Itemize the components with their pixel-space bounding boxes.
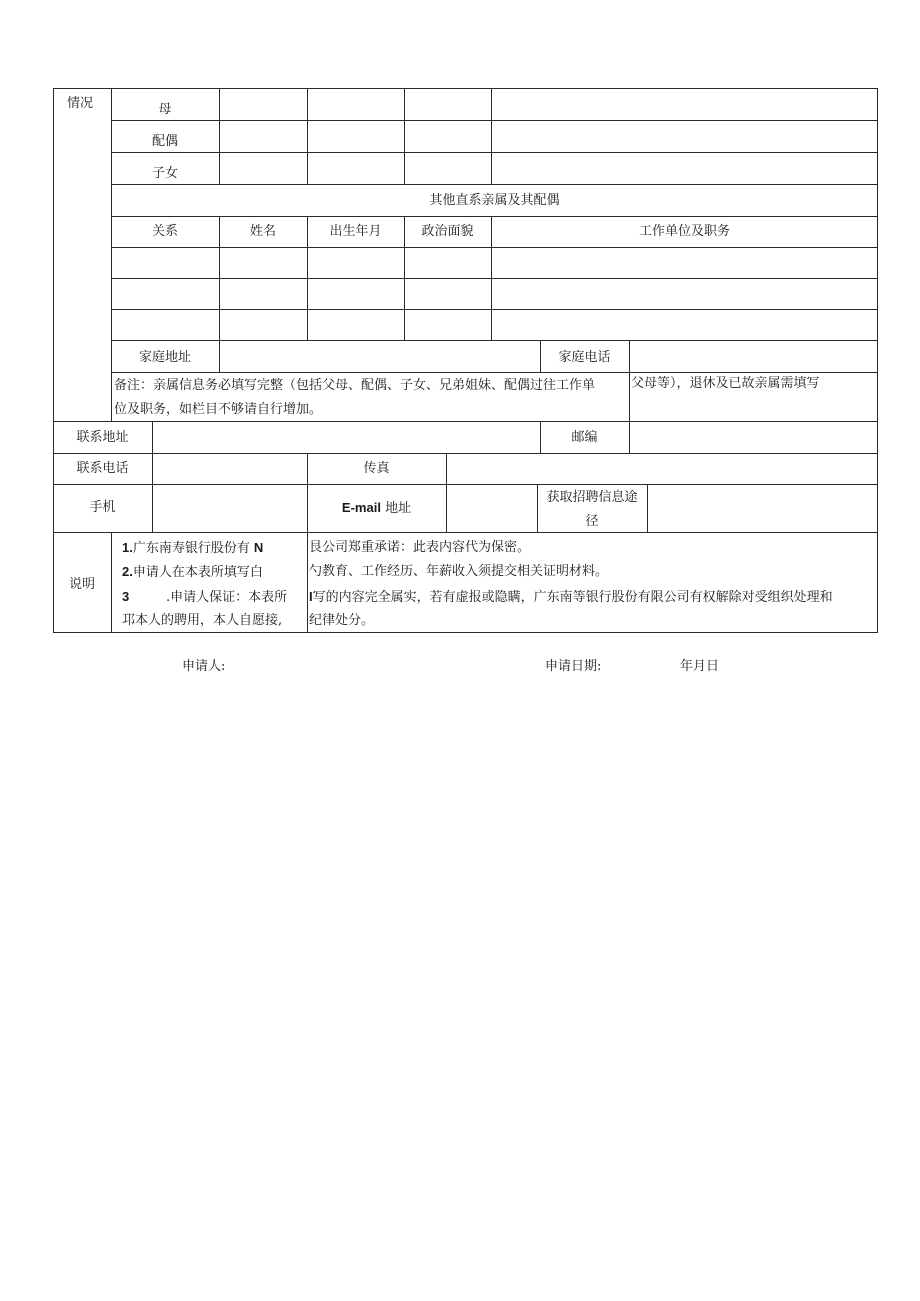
spouse-name-cell[interactable] [220,121,307,152]
fax-label: 传真 [363,461,390,476]
relation-mother: 母 [158,102,172,117]
relation-children: 子女 [151,166,178,181]
row-line [53,532,878,533]
statement-left-text-2: 申请人在本表所填写白 [132,565,263,580]
row-line [111,216,878,217]
relative-row-2[interactable] [112,279,877,309]
mother-birth-cell[interactable] [308,89,404,120]
mobile-label: 手机 [89,500,116,515]
statement-num-2: 2. [122,564,133,579]
family-note-right: 父母等），退休及已故亲属需填写 [631,376,820,391]
contact-phone-field[interactable] [153,454,307,484]
statement-label: 说明 [68,577,95,592]
email-label [307,500,446,517]
statement-left-text-1: 广东南寿银行股份有 [132,541,250,556]
email-label-rest: 地址 [380,501,412,516]
mobile-field[interactable] [153,485,307,532]
home-address-label: 家庭地址 [138,350,191,365]
source-label-line2: 径 [585,514,599,529]
family-section-label: 情况 [67,96,94,111]
header-relation: 关系 [151,224,178,239]
date-format: 年月日 [680,659,720,674]
date-label: 申请日期: [545,659,602,674]
statement-right-mark: I [309,589,313,604]
fax-field[interactable] [447,454,877,484]
border-left [53,88,54,633]
children-name-cell[interactable] [220,153,307,184]
statement-left-line1 [122,540,263,557]
contact-address-label: 联系地址 [76,430,129,445]
header-birth: 出生年月 [329,224,382,239]
children-work-cell[interactable] [492,153,877,184]
spouse-birth-cell[interactable] [308,121,404,152]
statement-left-line4: 邛本人的聘用，本人自愿接, [122,613,283,628]
statement-right-line1: 艮公司郑重承诺：此表内容代为保密。 [309,540,531,555]
statement-left-tail-1: N [253,540,264,555]
family-note-line2: 位及职务，如栏目不够请自行增加。 [114,402,323,417]
statement-right-line2: 勺教育、工作经历、年薪收入须提交相关证明材料。 [309,564,609,579]
spouse-political-cell[interactable] [405,121,491,152]
postcode-label: 邮编 [571,430,598,445]
header-name: 姓名 [249,224,276,239]
home-phone-field[interactable] [630,341,877,372]
mother-political-cell[interactable] [405,89,491,120]
header-political: 政治面貌 [421,224,474,239]
contact-phone-label: 联系电话 [76,461,129,476]
other-relatives-title: 其他直系亲属及其配偶 [429,193,560,208]
mother-work-cell[interactable] [492,89,877,120]
statement-left-line2 [122,564,263,581]
applicant-signature-field[interactable] [232,655,432,677]
contact-address-field[interactable] [153,422,540,453]
email-field[interactable] [447,485,537,532]
statement-left-text-3: .申请人保证：本表所 [166,590,288,605]
mother-name-cell[interactable] [220,89,307,120]
col-line [629,372,630,422]
statement-left-line3 [122,589,287,606]
applicant-label: 申请人: [182,659,226,674]
relative-row-3[interactable] [112,310,877,340]
statement-num-1: 1. [122,540,133,555]
email-label-bold: E-mail [341,500,381,515]
relation-spouse: 配偶 [151,134,178,149]
source-field[interactable] [648,485,877,532]
border-bottom [53,632,878,633]
children-political-cell[interactable] [405,153,491,184]
border-right [877,88,878,633]
statement-right-line3 [309,589,833,606]
row-line [111,372,878,373]
statement-num-3: 3 [122,589,130,604]
spouse-work-cell[interactable] [492,121,877,152]
family-note-line1: 备注：亲属信息务必填写完整（包括父母、配偶、子女、兄弟姐妹、配偶过往工作单 [114,378,596,393]
home-address-field[interactable] [220,341,540,372]
header-work: 工作单位及职务 [638,224,730,239]
postcode-field[interactable] [630,422,877,453]
home-phone-label: 家庭电话 [558,350,611,365]
statement-right-line4: 纪律处分。 [309,613,375,628]
source-label-line1: 获取招聘信息途 [546,490,638,505]
children-birth-cell[interactable] [308,153,404,184]
col-line [111,532,112,633]
col-line [307,532,308,633]
row-line [111,184,878,185]
relative-row-1[interactable] [112,248,877,278]
statement-right-text-3: 写的内容完全属实，若有虚报或隐瞒，广东南等银行股份有限公司有权解除对受组织处理和 [312,590,833,605]
